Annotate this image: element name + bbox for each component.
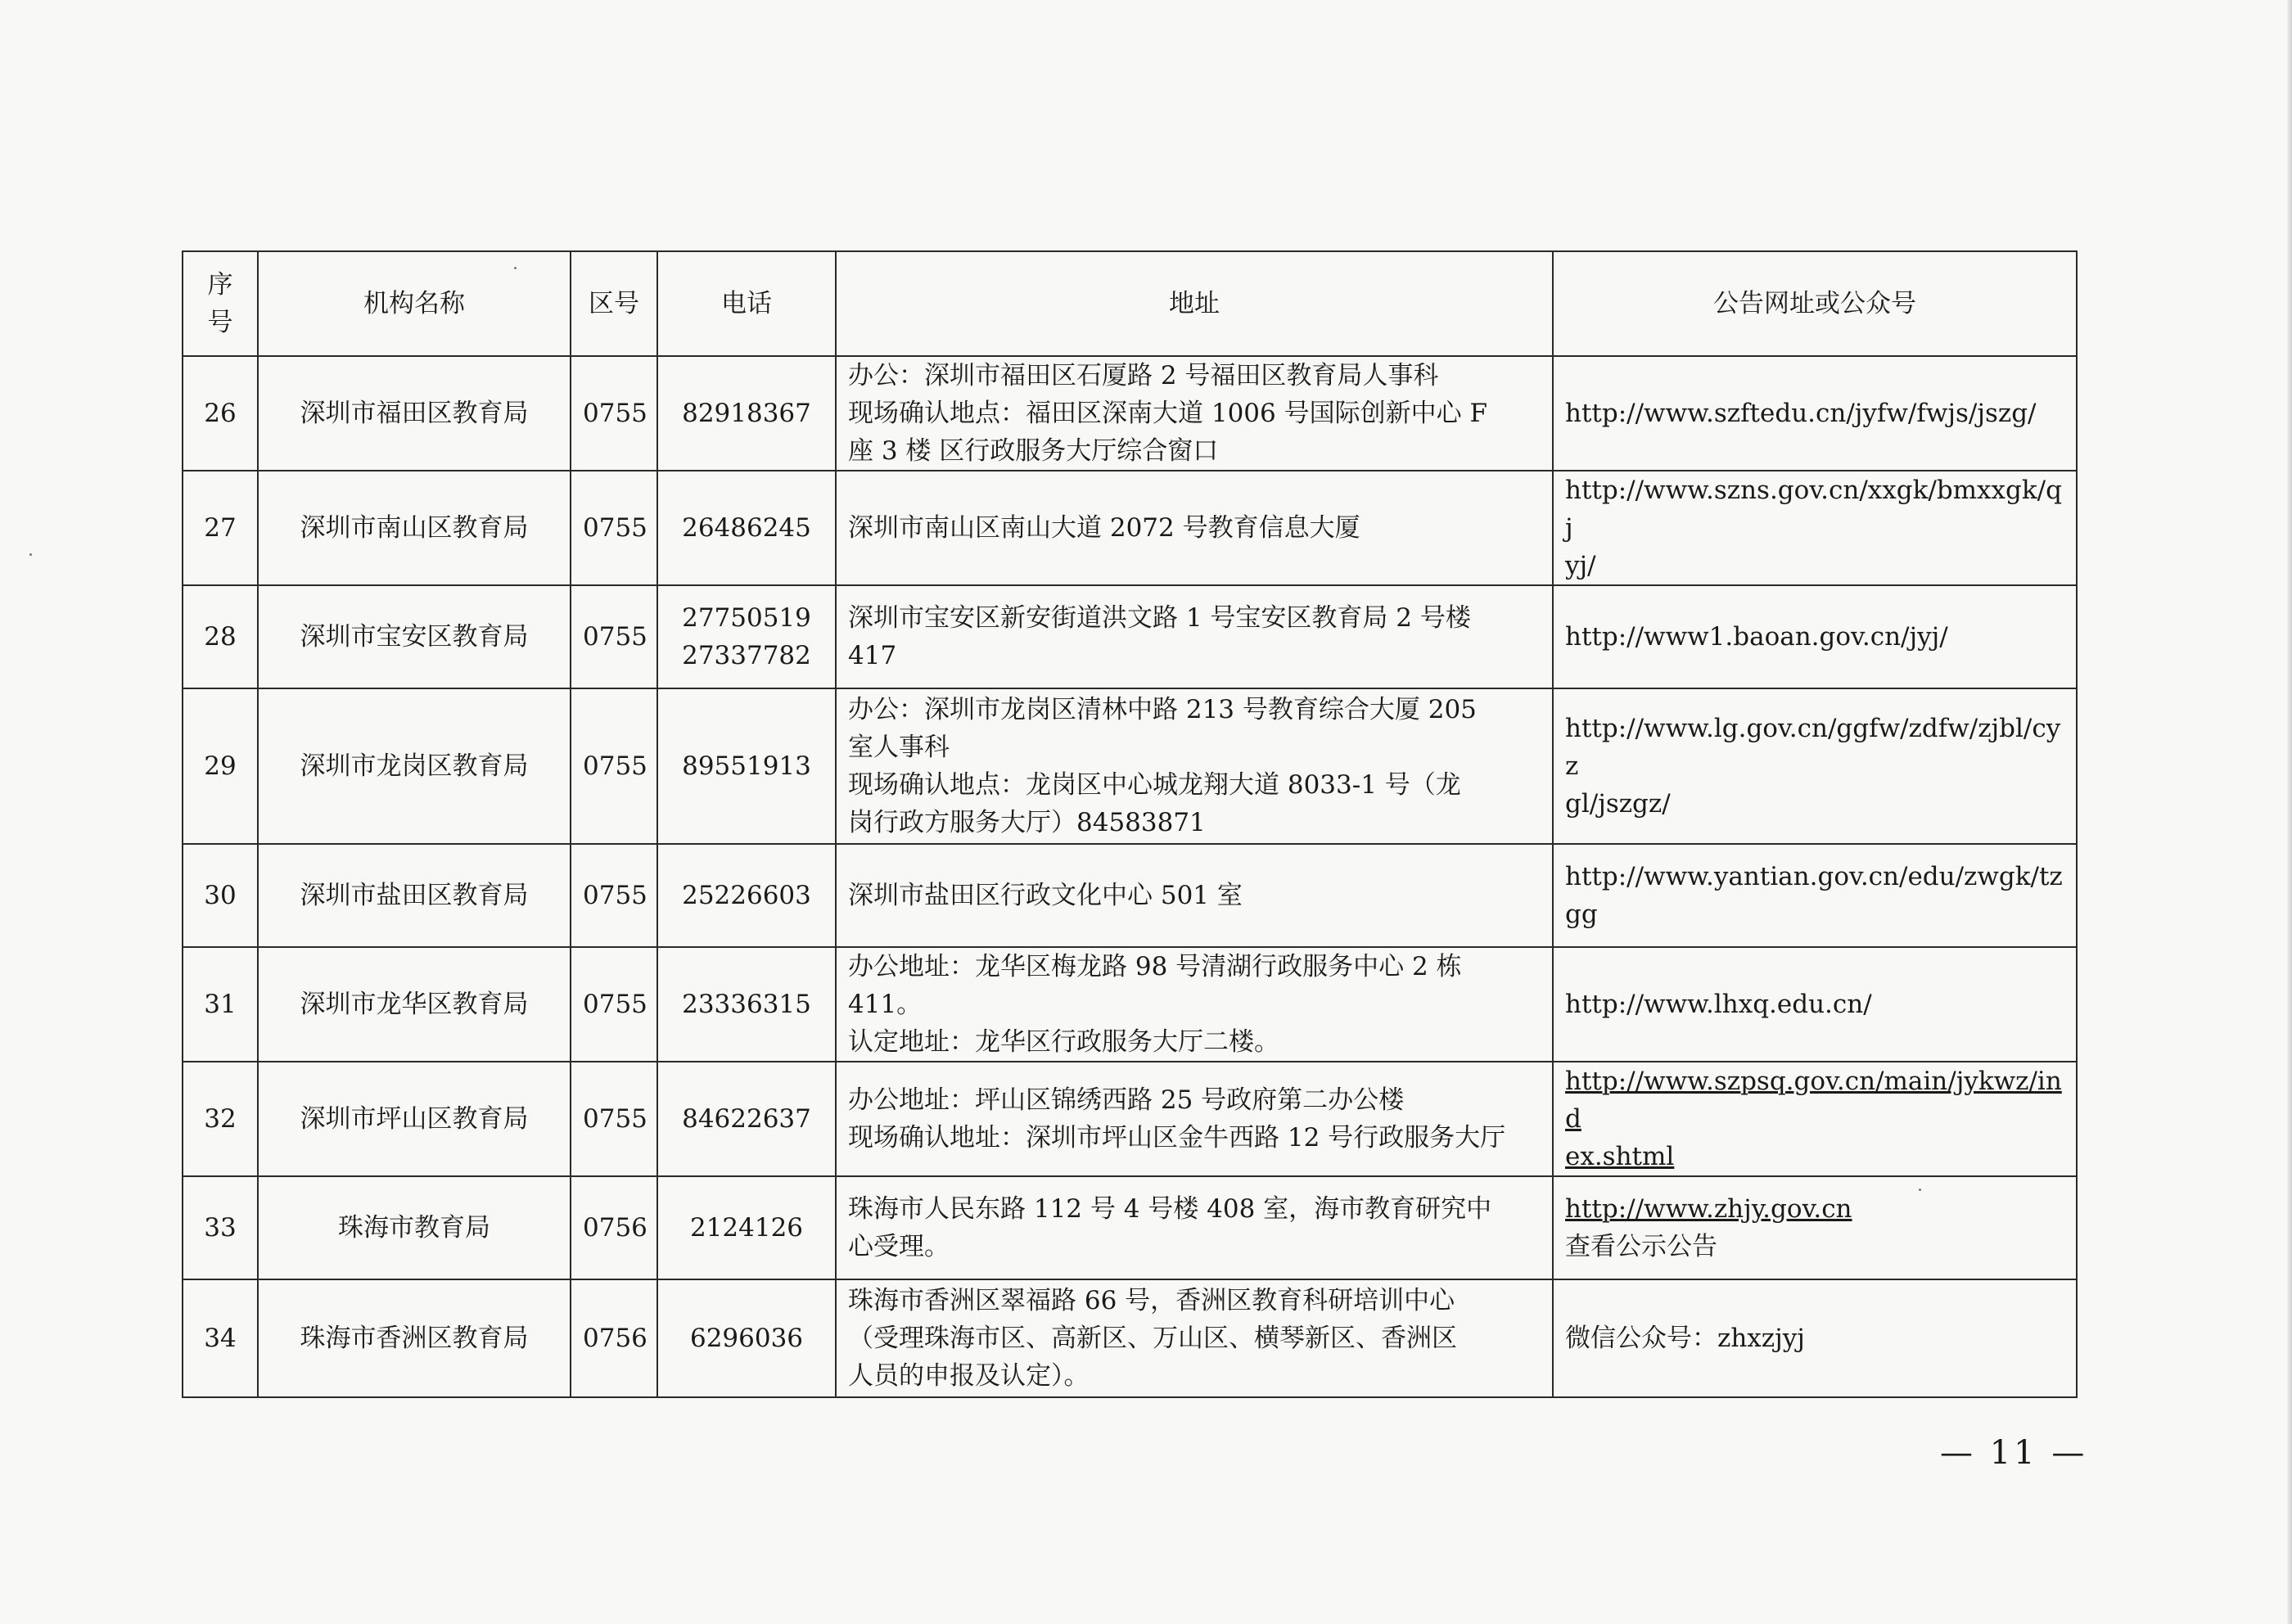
address-line: 认定地址：龙华区行政服务大厅二楼。 <box>848 1027 1279 1057</box>
address-cell <box>836 688 1553 844</box>
row-index: 32 <box>183 1062 258 1176</box>
phone-cell <box>657 585 836 688</box>
notice-url[interactable]: http://www1.baoan.gov.cn/jyj/ <box>1565 622 1948 652</box>
notice-site-cell <box>1553 356 2077 471</box>
address-line: 现场确认地址：深圳市坪山区金牛西路 12 号行政服务大厅 <box>848 1123 1506 1153</box>
notice-url[interactable]: http://www.yantian.gov.cn/edu/zwgk/tzgg <box>1565 862 2063 929</box>
table-row <box>183 471 2077 585</box>
area-code: 0756 <box>571 1279 657 1397</box>
phone-number: 23336315 <box>682 990 811 1019</box>
table-row <box>183 844 2077 947</box>
institution-name: 深圳市坪山区教育局 <box>258 1062 571 1176</box>
row-index: 30 <box>183 844 258 947</box>
notice-site-cell <box>1553 1062 2077 1176</box>
header-notice-site: 公告网址或公众号 <box>1553 251 2077 356</box>
address-line: 深圳市宝安区新安街道洪文路 1 号宝安区教育局 2 号楼 <box>848 603 1471 633</box>
address-cell <box>836 844 1553 947</box>
table-row <box>183 585 2077 688</box>
phone-number: 2124126 <box>689 1213 804 1243</box>
row-index: 34 <box>183 1279 258 1397</box>
notice-url[interactable]: yj/ <box>1565 551 1596 580</box>
institution-name: 深圳市盐田区教育局 <box>258 844 571 947</box>
address-line: 417 <box>848 641 897 670</box>
header-name: 机构名称 <box>258 251 571 356</box>
phone-cell <box>657 1176 836 1279</box>
notice-url[interactable]: http://www.szns.gov.cn/xxgk/bmxxgk/qj <box>1565 476 2062 543</box>
table-row <box>183 947 2077 1062</box>
notice-site-cell <box>1553 1279 2077 1397</box>
address-line: 深圳市盐田区行政文化中心 501 室 <box>848 881 1243 910</box>
table-row <box>183 1176 2077 1279</box>
notice-site-cell <box>1553 844 2077 947</box>
notice-text: 查看公示公告 <box>1565 1232 1717 1261</box>
table-row <box>183 688 2077 844</box>
institution-name: 珠海市香洲区教育局 <box>258 1279 571 1397</box>
header-phone: 电话 <box>657 251 836 356</box>
row-index: 33 <box>183 1176 258 1279</box>
address-line: 现场确认地点：龙岗区中心城龙翔大道 8033-1 号（龙 <box>848 770 1461 800</box>
row-index: 28 <box>183 585 258 688</box>
header-address: 地址 <box>836 251 1553 356</box>
phone-number: 27750519 <box>682 603 811 633</box>
phone-cell <box>657 1062 836 1176</box>
phone-cell <box>657 844 836 947</box>
address-cell <box>836 1062 1553 1176</box>
address-line: 现场确认地点：福田区深南大道 1006 号国际创新中心 F <box>848 399 1487 428</box>
notice-url[interactable]: http://www.zhjy.gov.cn <box>1565 1194 1852 1224</box>
document-table-container <box>182 250 2078 1398</box>
row-index: 26 <box>183 356 258 471</box>
notice-site-cell <box>1553 1176 2077 1279</box>
phone-number: 89551913 <box>682 751 811 781</box>
header-index-line: 序 <box>207 270 233 300</box>
row-index: 31 <box>183 947 258 1062</box>
address-cell <box>836 356 1553 471</box>
institution-name: 深圳市宝安区教育局 <box>258 585 571 688</box>
table-row <box>183 1279 2077 1397</box>
notice-url[interactable]: http://www.szftedu.cn/jyfw/fwjs/jszg/ <box>1565 399 2037 428</box>
address-line: 深圳市南山区南山大道 2072 号教育信息大厦 <box>848 513 1360 543</box>
table-row <box>183 1062 2077 1176</box>
area-code: 0755 <box>571 688 657 844</box>
area-code: 0755 <box>571 947 657 1062</box>
address-line: 411。 <box>848 990 923 1019</box>
area-code: 0755 <box>571 844 657 947</box>
phone-number: 26486245 <box>682 513 811 543</box>
address-line: 室人事科 <box>848 733 950 762</box>
address-line: 心受理。 <box>848 1232 950 1261</box>
area-code: 0755 <box>571 356 657 471</box>
address-cell <box>836 1279 1553 1397</box>
institution-table <box>182 250 2078 1398</box>
address-cell <box>836 1176 1553 1279</box>
area-code: 0755 <box>571 585 657 688</box>
address-line: 座 3 楼 区行政服务大厅综合窗口 <box>848 436 1219 466</box>
page-number: — 11 — <box>1940 1434 2088 1472</box>
institution-name: 深圳市南山区教育局 <box>258 471 571 585</box>
address-line: 岗行政方服务大厅）84583871 <box>848 808 1206 837</box>
phone-cell <box>657 1279 836 1397</box>
institution-name: 深圳市福田区教育局 <box>258 356 571 471</box>
address-cell <box>836 585 1553 688</box>
address-line: 办公地址：龙华区梅龙路 98 号清湖行政服务中心 2 栋 <box>848 952 1462 981</box>
address-line: 珠海市香洲区翠福路 66 号，香洲区教育科研培训中心 <box>848 1286 1455 1315</box>
address-line: 办公：深圳市龙岗区清林中路 213 号教育综合大厦 205 <box>848 695 1477 724</box>
notice-url[interactable]: http://www.lhxq.edu.cn/ <box>1565 990 1872 1019</box>
area-code: 0755 <box>571 1062 657 1176</box>
address-cell <box>836 947 1553 1062</box>
notice-url[interactable]: http://www.szpsq.gov.cn/main/jykwz/ind <box>1565 1067 2062 1134</box>
notice-site-cell <box>1553 471 2077 585</box>
scan-speck <box>29 553 32 556</box>
row-index: 29 <box>183 688 258 844</box>
address-cell <box>836 471 1553 585</box>
phone-number: 82918367 <box>682 399 811 428</box>
institution-name: 珠海市教育局 <box>258 1176 571 1279</box>
notice-site-cell <box>1553 585 2077 688</box>
table-header-row <box>183 251 2077 356</box>
phone-cell <box>657 471 836 585</box>
notice-url[interactable]: http://www.lg.gov.cn/ggfw/zdfw/zjbl/cyz <box>1565 714 2061 781</box>
scan-edge <box>2287 0 2292 1624</box>
area-code: 0755 <box>571 471 657 585</box>
institution-name: 深圳市龙岗区教育局 <box>258 688 571 844</box>
phone-number: 84622637 <box>682 1104 811 1134</box>
header-index-line: 号 <box>207 308 233 337</box>
row-index: 27 <box>183 471 258 585</box>
phone-number: 25226603 <box>682 881 811 910</box>
header-area-code: 区号 <box>571 251 657 356</box>
address-line: 办公地址：坪山区锦绣西路 25 号政府第二办公楼 <box>848 1085 1405 1115</box>
area-code: 0756 <box>571 1176 657 1279</box>
notice-url[interactable]: gl/jszgz/ <box>1565 789 1671 819</box>
institution-name: 深圳市龙华区教育局 <box>258 947 571 1062</box>
table-row <box>183 356 2077 471</box>
address-line: 办公：深圳市福田区石厦路 2 号福田区教育局人事科 <box>848 361 1439 390</box>
table-body <box>183 356 2077 1397</box>
phone-number: 6296036 <box>689 1324 804 1353</box>
header-index <box>183 251 258 356</box>
phone-cell <box>657 688 836 844</box>
address-line: 人员的申报及认定）。 <box>848 1361 1090 1391</box>
notice-site-cell <box>1553 688 2077 844</box>
notice-site-cell <box>1553 947 2077 1062</box>
address-line: 珠海市人民东路 112 号 4 号楼 408 室，海市教育研究中 <box>848 1194 1492 1224</box>
notice-url[interactable]: ex.shtml <box>1565 1142 1675 1171</box>
phone-cell <box>657 356 836 471</box>
phone-cell <box>657 947 836 1062</box>
notice-text: 微信公众号：zhxzjyj <box>1565 1324 1805 1353</box>
address-line: （受理珠海市区、高新区、万山区、横琴新区、香洲区 <box>848 1324 1457 1353</box>
phone-number: 27337782 <box>682 641 811 670</box>
